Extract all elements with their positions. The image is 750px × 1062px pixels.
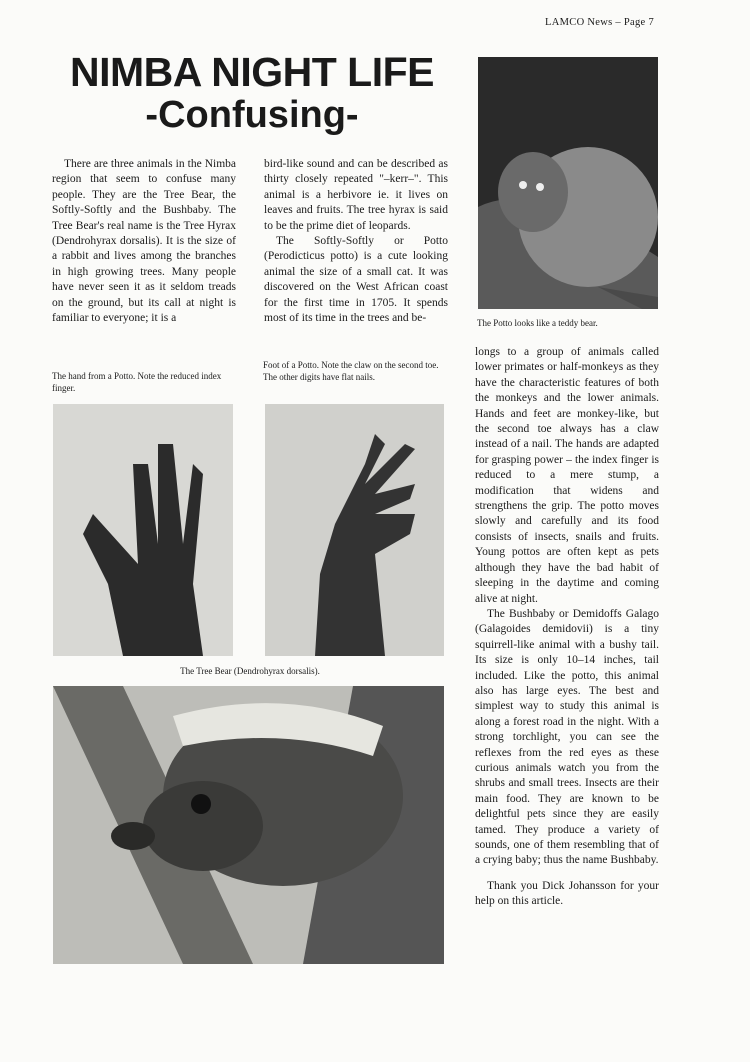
- page-header: LAMCO News – Page 7: [545, 17, 654, 28]
- article-thanks: Thank you Dick Johansson for your help on this article.: [475, 879, 659, 908]
- article-paragraph: longs to a group of animals called lower primates or half-monkeys as they have the characteristic features of both the monkeys and the lower animals. Hands and feet are monkey-like, but the second toe always has a claw instead of a nail. The hands are adapted for grasping power – the index finger is reduced to a mere stump, a modification that widens and strengthens the grip. The potto moves slowly and carefully and its food consists of insects, snails and fruits. Young pottos are often kept as pets although they have the bad habit of sleeping in the daytime and coming alive at night.: [475, 346, 659, 605]
- article-paragraph: The Bushbaby or Demidoffs Galago (Galagoides demidovii) is a tiny squirrell-like animal with a bushy tail. Its size is only 10–14 inches, tail included. Like the potto, this animal also has large eyes. The best and simplest way to study this animal is along a forest road in the night. With a strong torchlight, you can see the reflexes from the red eyes as these curious animals watch you from the shrubs and small trees. Insects are their main food. They are known to be delightful pets since they are easily tamed. They produce a variety of sounds, one of them resembling that of a crying baby; thus the name Bushbaby.: [475, 607, 659, 867]
- article-column-2: [264, 157, 448, 326]
- potto-photo: [478, 57, 658, 309]
- hand-photo: [53, 404, 233, 656]
- headline-title: NIMBA NIGHT LIFE: [69, 49, 434, 95]
- article-paragraph: The Softly-Softly or Potto (Perodicticus potto) is a cute looking animal the size of a small cat. It was discovered on the West African coast for the first time in 1705. It spends most of its time in the trees and be-: [264, 235, 448, 325]
- article-column-3: [475, 345, 659, 910]
- caption-potto: The Potto looks like a teddy bear.: [477, 318, 598, 328]
- caption-tree-bear: The Tree Bear (Dendrohyrax dorsalis).: [180, 666, 320, 676]
- article-paragraph: bird-like sound and can be described as thirty closely repeated "–kerr–". This animal is a herbivore ie. it lives on leaves and fruits. The tree hyrax is said to be the prime diet of leopards.: [264, 158, 448, 232]
- caption-foot: Foot of a Potto. Note the claw on the second toe. The other digits have flat nails.: [263, 360, 439, 382]
- article-column-1: [52, 157, 236, 326]
- headline-subtitle: -Confusing-: [145, 94, 359, 136]
- caption-hand: The hand from a Potto. Note the reduced index finger.: [52, 371, 222, 393]
- tree-bear-photo: [53, 686, 444, 964]
- foot-photo: [265, 404, 444, 656]
- article-paragraph: There are three animals in the Nimba region that seem to confuse many people. They are the Tree Bear, the Softly-Softly and the Bushbaby. The Tree Bear's real name is the Tree Hyrax (Dendrohyrax dorsalis). It is the size of a rabbit and lives among the branches in high growing trees. Many people have never seen it as it seldom treads on the ground, but its call at night is familiar to everyone; it is a: [52, 158, 236, 325]
